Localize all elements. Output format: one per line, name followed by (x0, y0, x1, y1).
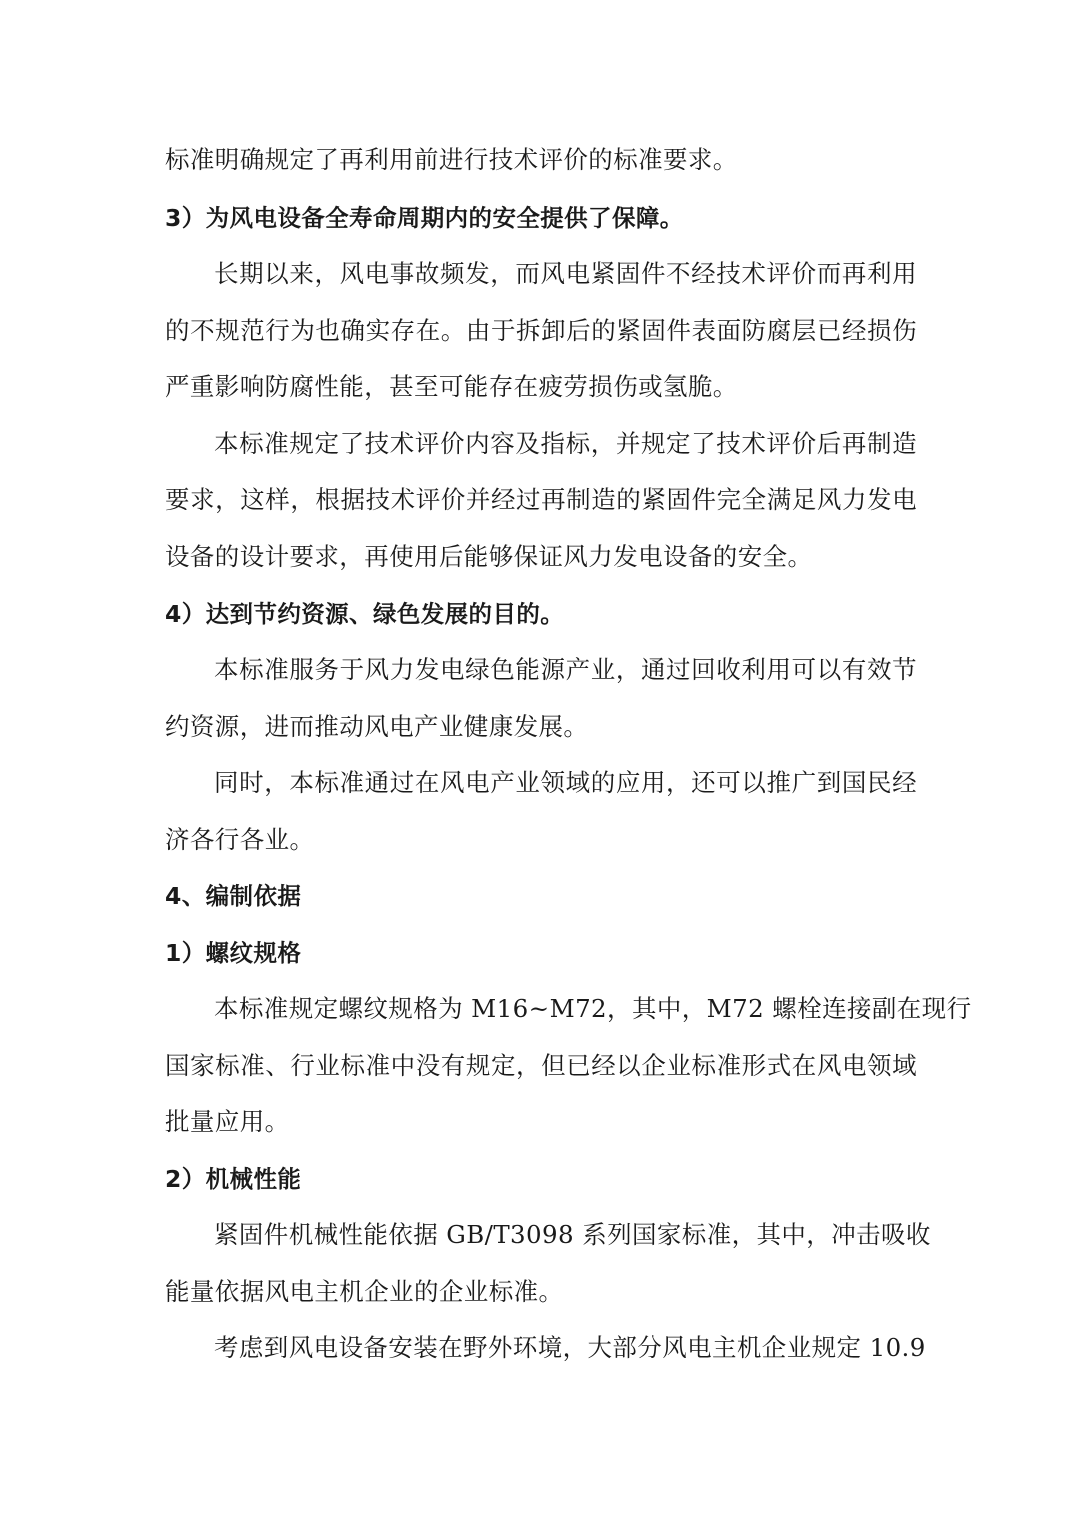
paragraph-line: 济各行各业。 (165, 825, 315, 854)
paragraph-line: 标准明确规定了再利用前进行技术评价的标准要求。 (165, 145, 738, 174)
paragraph-line: 设备的设计要求，再使用后能够保证风力发电设备的安全。 (165, 542, 813, 571)
paragraph-line: 要求，这样，根据技术评价并经过再制造的紧固件完全满足风力发电 (165, 485, 917, 514)
section-heading-safety: 3）为风电设备全寿命周期内的安全提供了保障。 (165, 204, 684, 232)
paragraph-line: 本标准规定了技术评价内容及指标，并规定了技术评价后再制造 (214, 429, 917, 458)
paragraph-line: 紧固件机械性能依据 GB/T3098 系列国家标准，其中，冲击吸收 (214, 1220, 931, 1249)
section-heading-basis: 4、编制依据 (165, 882, 302, 910)
paragraph-line: 约资源，进而推动风电产业健康发展。 (165, 712, 589, 741)
paragraph-line: 同时，本标准通过在风电产业领域的应用，还可以推广到国民经 (214, 768, 917, 797)
paragraph-line: 的不规范行为也确实存在。由于拆卸后的紧固件表面防腐层已经损伤 (165, 316, 917, 345)
paragraph-line: 长期以来，风电事故频发，而风电紧固件不经技术评价而再利用 (214, 259, 917, 288)
paragraph-line: 考虑到风电设备安装在野外环境，大部分风电主机企业规定 10.9 (214, 1333, 926, 1362)
section-heading-resources: 4）达到节约资源、绿色发展的目的。 (165, 600, 565, 628)
paragraph-line: 能量依据风电主机企业的企业标准。 (165, 1277, 564, 1306)
subsection-heading-mechanical: 2）机械性能 (165, 1165, 302, 1193)
subsection-heading-thread: 1）螺纹规格 (165, 939, 302, 967)
paragraph-line: 国家标准、行业标准中没有规定，但已经以企业标准形式在风电领域 (165, 1051, 917, 1080)
paragraph-line: 本标准规定螺纹规格为 M16~M72，其中，M72 螺栓连接副在现行 (214, 994, 972, 1023)
paragraph-line: 严重影响防腐性能，甚至可能存在疲劳损伤或氢脆。 (165, 372, 738, 401)
paragraph-line: 本标准服务于风力发电绿色能源产业，通过回收利用可以有效节 (214, 655, 917, 684)
paragraph-line: 批量应用。 (165, 1107, 290, 1136)
